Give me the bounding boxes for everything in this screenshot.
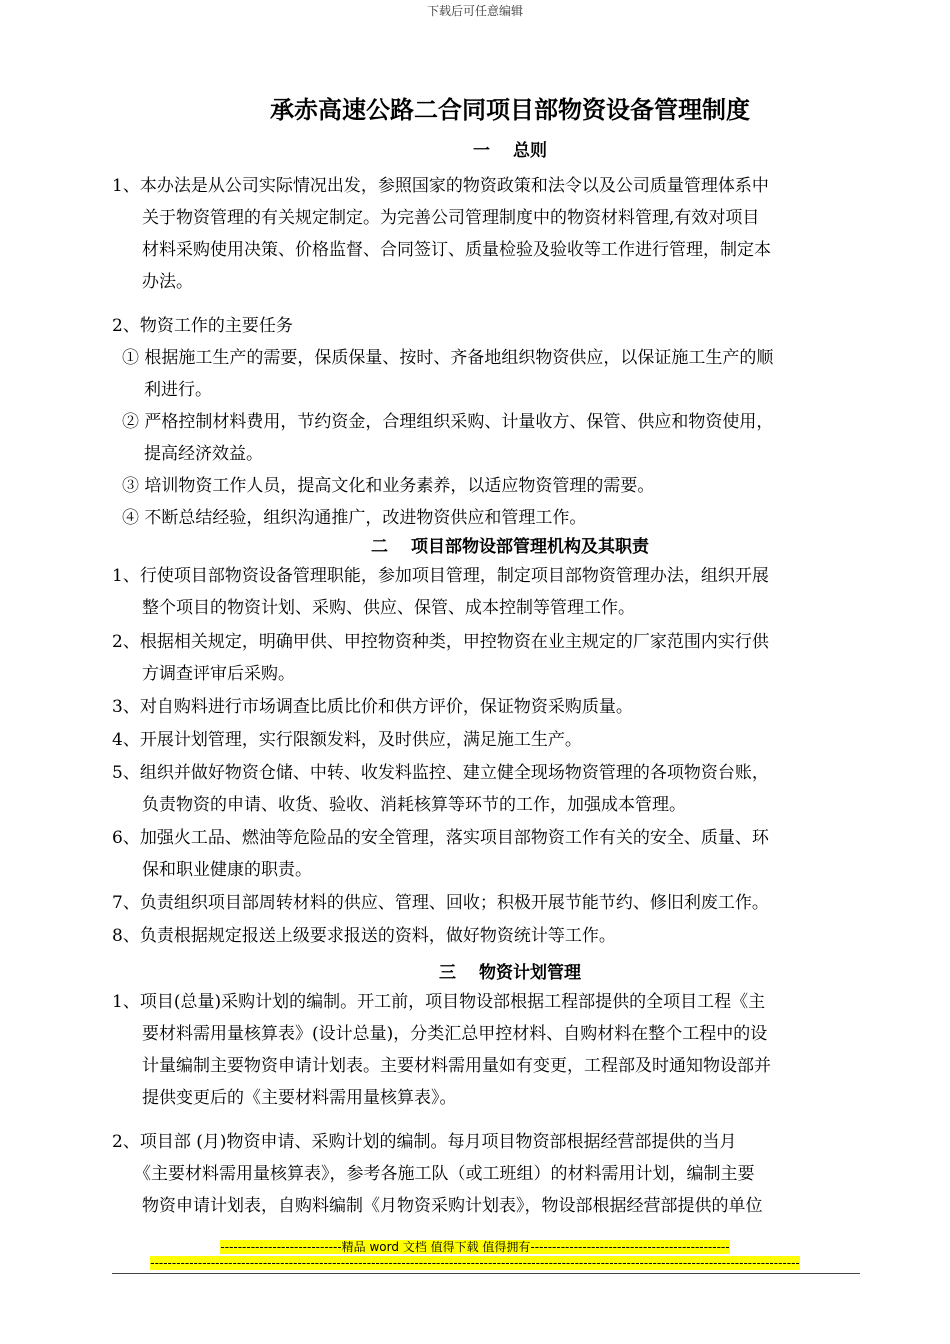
paragraph-s2-item-5 xyxy=(112,757,864,821)
paragraph-line: 提高经济效益。 xyxy=(144,444,263,464)
paragraph-line: 保和职业健康的职责。 xyxy=(142,860,312,880)
paragraph-line: 材料采购使用决策、价格监督、合同签订、质量检验及验收等工作进行管理，制定本 xyxy=(142,240,771,260)
footer-line: ------------------------------------------------------------------------------------------------------------------------------------------------------ xyxy=(150,1256,800,1270)
paragraph-s3-item-1 xyxy=(112,986,864,1114)
footer-line: ----------------------------精品 word 文档 值得下载 值得拥有---------------------------------------------- xyxy=(220,1240,730,1254)
paragraph-line: 2、根据相关规定，明确甲供、甲控物资种类，甲控物资在业主规定的厂家范围内实行供 xyxy=(112,632,769,652)
paragraph-line: 负责物资的申请、收货、验收、消耗核算等环节的工作，加强成本管理。 xyxy=(142,795,686,815)
paragraph-line: 《主要材料需用量核算表》，参考各施工队（或工班组）的材料需用计划，编制主要 xyxy=(134,1164,755,1184)
list-item-circled-2 xyxy=(122,406,864,470)
paragraph-line: ② 严格控制材料费用，节约资金，合理组织采购、计量收方、保管、供应和物资使用， xyxy=(122,412,774,432)
paragraph-s2-item-2 xyxy=(112,626,864,690)
paragraph-s3-item-2 xyxy=(112,1126,864,1222)
paragraph-line: 提供变更后的《主要材料需用量核算表》。 xyxy=(142,1088,457,1108)
list-item-circled-4: ④ 不断总结经验，组织沟通推广，改进物资供应和管理工作。 xyxy=(122,508,587,528)
list-item-circled-3: ③ 培训物资工作人员，提高文化和业务素养，以适应物资管理的需要。 xyxy=(122,476,655,496)
page-title: 承赤高速公路二合同项目部物资设备管理制度 xyxy=(270,96,750,124)
paragraph-line: 计量编制主要物资申请计划表。主要材料需用量如有变更，工程部及时通知物设部并 xyxy=(142,1056,771,1076)
paragraph-s1-item-1 xyxy=(112,170,864,298)
paragraph-line: 要材料需用量核算表》(设计总量)，分类汇总甲控材料、自购材料在整个工程中的设 xyxy=(142,1024,768,1044)
section-heading-planning: 三 物资计划管理 xyxy=(439,963,581,983)
paragraph-line: 关于物资管理的有关规定制定。为完善公司管理制度中的物资材料管理,有效对项目 xyxy=(142,208,760,228)
section-heading-organization: 二 项目部物设部管理机构及其职责 xyxy=(371,537,649,557)
paragraph-line: 办法。 xyxy=(142,272,193,292)
paragraph-line: 1、行使项目部物资设备管理职能，参加项目管理，制定项目部物资管理办法，组织开展 xyxy=(112,566,769,586)
paragraph-line: ① 根据施工生产的需要，保质保量、按时、齐备地组织物资供应，以保证施工生产的顺 xyxy=(122,348,774,368)
paragraph-line: 1、本办法是从公司实际情况出发，参照国家的物资政策和法令以及公司质量管理体系中 xyxy=(112,176,769,196)
paragraph-s2-item-6 xyxy=(112,822,864,886)
paragraph-s1-item-2: 2、物资工作的主要任务 xyxy=(112,316,293,336)
paragraph-line: 2、项目部 (月)物资申请、采购计划的编制。每月项目物资部根据经营部提供的当月 xyxy=(112,1132,737,1152)
paragraph-s2-item-8: 8、负责根据规定报送上级要求报送的资料，做好物资统计等工作。 xyxy=(112,926,616,946)
paragraph-line: 5、组织并做好物资仓储、中转、收发料监控、建立健全现场物资管理的各项物资台账， xyxy=(112,763,769,783)
footer-dash-line xyxy=(0,1256,950,1271)
paragraph-s2-item-3: 3、对自购料进行市场调查比质比价和供方评价，保证物资采购质量。 xyxy=(112,697,633,717)
list-item-circled-1 xyxy=(122,342,864,406)
paragraph-line: 利进行。 xyxy=(144,380,212,400)
paragraph-line: 方调查评审后采购。 xyxy=(142,664,295,684)
paragraph-s2-item-4: 4、开展计划管理，实行限额发料，及时供应，满足施工生产。 xyxy=(112,730,582,750)
footer-banner xyxy=(0,1240,950,1255)
paragraph-s2-item-7: 7、负责组织项目部周转材料的供应、管理、回收；积极开展节能节约、修旧利废工作。 xyxy=(112,893,769,913)
paragraph-line: 6、加强火工品、燃油等危险品的安全管理，落实项目部物资工作有关的安全、质量、环 xyxy=(112,828,769,848)
section-heading-general: 一 总则 xyxy=(473,141,547,161)
header-note: 下载后可任意编辑 xyxy=(426,4,523,18)
paragraph-line: 物资申请计划表，自购料编制《月物资采购计划表》，物设部根据经营部提供的单位 xyxy=(142,1196,763,1216)
footer-divider xyxy=(112,1273,860,1274)
paragraph-s2-item-1 xyxy=(112,560,864,624)
paragraph-line: 1、项目(总量)采购计划的编制。开工前，项目物设部根据工程部提供的全项目工程《主 xyxy=(112,992,766,1012)
paragraph-line: 整个项目的物资计划、采购、供应、保管、成本控制等管理工作。 xyxy=(142,598,635,618)
